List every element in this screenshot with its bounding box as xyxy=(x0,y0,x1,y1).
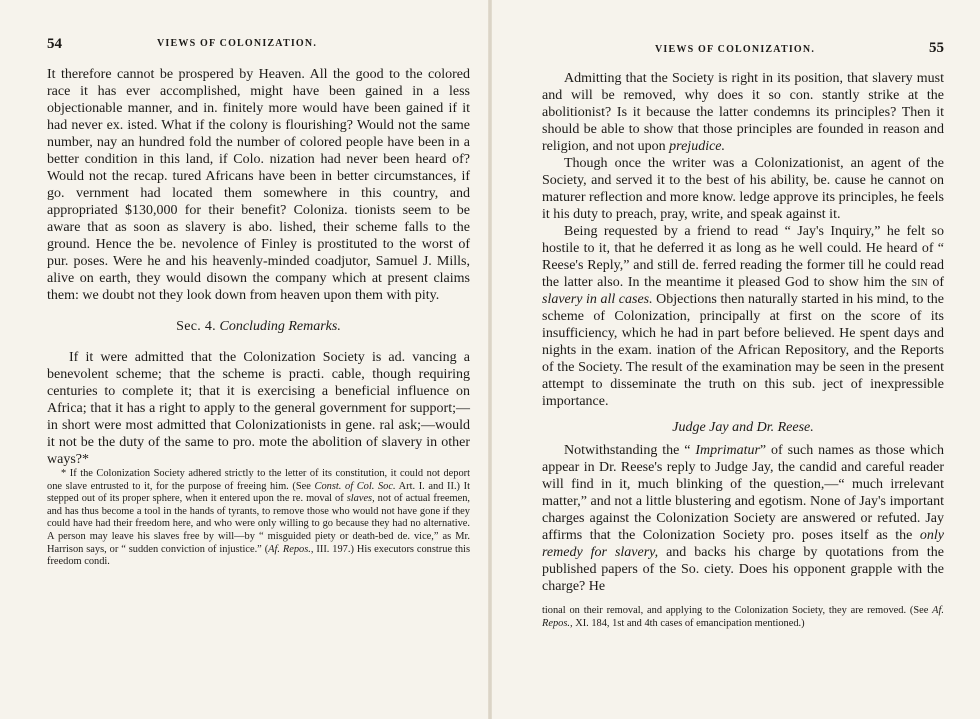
paragraph-text: Objections then naturally started in his mind, to the scheme of Colonization, principally at first on the score of its insufficiency, which he had in part before believed. He spent days and nights in the exam. ination of the African Repository, and the Reports of the Society. The result of the examination may be seen in the present attempt to disseminate the truth on this sub. ject of inexpressible importance. xyxy=(542,292,944,409)
paragraph-text: ” of such names as those which appear in Dr. Reese's reply to Judge Jay, the candid and careful reader will find in it, much blinking of the question,—“ much irrelevant matter,” and not a little blustering and egotism. None of Jay's important charges against the Colonization Society are answered or refuted. Jay affirms that the Colonization Society pro. poses itself as the xyxy=(542,443,945,543)
left-body xyxy=(47,66,470,569)
paragraph-italic: only remedy for slavery, xyxy=(542,528,944,560)
section-heading xyxy=(47,318,470,335)
footnote-text: * If the Colonization Society adhered strictly to the letter of its constitution, it could not deport one slave entrusted to it, for the purpose of freeing him. (See xyxy=(47,468,470,492)
paragraph-text: Being requested by a friend to read “ Jay's Inquiry,” he felt so hostile to it, that he deferred it as long as he well could. He heard of “ Reese's Reply,” and still de. ferred reading the former till he could read the latter also. In the meantime it pleased God to show him the xyxy=(542,224,944,290)
right-paragraph-4 xyxy=(542,442,944,595)
right-body xyxy=(542,70,944,630)
paragraph-text: of xyxy=(927,275,944,290)
right-running-title: VIEWS OF COLONIZATION. xyxy=(655,44,816,55)
paragraph-text: and backs his charge by quotations from the published papers of the So. ciety. Does his opponent grapple with the charge? He xyxy=(542,545,944,594)
section-label: Sec. 4. xyxy=(176,319,216,334)
footnote-text: Art. I. and II.) It stepped out of its proper sphere, when it entered upon the re. moval of xyxy=(47,480,470,505)
footnote-text: III. 197.) His executors construe this freedom condi. xyxy=(47,543,470,568)
footnote-italic: Const. of Col. Soc. xyxy=(314,480,396,492)
footnote-text: XI. 184, 1st and 4th cases of emancipation mentioned.) xyxy=(572,617,805,629)
section-title: Concluding Remarks. xyxy=(219,319,341,334)
right-page-number: 55 xyxy=(929,40,944,56)
right-paragraph-1 xyxy=(542,70,944,155)
paragraph-italic: prejudice. xyxy=(669,139,726,154)
left-paragraph-1: It therefore cannot be prospered by Heaven. All the good to the colored race it has ever accomplished, might have been gained in a less objectionable manner, and in. finitely more would have been gained if it had never ex. isted. What if the colony is flourishing? Would not the same number, nay an hundred fold the number of colored people have been in a better condition in this land, if Colo. nization had never been heard of? Would not the recap. tured Africans have been in better circumstances, if go. vernment had located them somewhere in this country, and appropriated $130,000 for their benefit? Coloniza. tionists seem to be aware that as soon as slavery is abo. lished, their scheme falls to the ground. Hence the be. nevolence of Finley is prostituted to the worst of pur. poses. Were he and his heavenly-minded coadjutor, Samuel J. Mills, alive on earth, they would disown the company which at present claims them: we doubt not they look down from heaven upon them with pity. xyxy=(47,67,470,303)
paragraph-italic: slavery in all cases. xyxy=(542,292,653,307)
right-running-head xyxy=(542,40,944,62)
right-paragraph-3 xyxy=(542,223,944,410)
footnote-text: tional on their removal, and applying to the Colonization Society, they are removed. (See xyxy=(542,605,933,616)
subheading-jay-reese: Judge Jay and Dr. Reese. xyxy=(672,420,814,435)
footnote-italic: slaves, xyxy=(346,493,375,505)
right-footnote xyxy=(542,605,944,630)
footnote-text: not of actual freemen, and has thus become a tool in the hands of tyrants, to remove those who would not have gone if they could have had their freedom here, and who were only willing to go because they had no alternative. A person may leave his slaves free by will—by “ misguided piety or death-bed de. vice,” as Mr. Harrison says, or “ sudden conviction of injustice.” ( xyxy=(47,493,470,555)
left-running-title: VIEWS OF COLONIZATION. xyxy=(157,38,318,49)
left-footnote xyxy=(47,468,470,569)
paragraph-text: Notwithstanding the “ xyxy=(564,443,696,458)
left-paragraph-2: If it were admitted that the Colonization Society is ad. vancing a benevolent scheme; that the scheme is practi. cable, though requiring centuries to complete it; that it is exercising a beneficial influence on Africa; that it has a right to apply to the general government for support;— in short were most admitted that Colonizationists in gene. ral ask;—would it not be the duty of the same to pro. mote the abolition of slavery in other ways?* xyxy=(47,350,470,467)
right-page xyxy=(490,0,980,719)
left-running-head xyxy=(47,36,470,58)
right-paragraph-2: Though once the writer was a Colonizationist, an agent of the Society, and served it to the best of his ability, be. cause he cannot on maturer reflection and more know. ledge approve its principles, he feels it his duty to preach, pray, write, and speak against it. xyxy=(542,156,944,222)
paragraph-smallcaps: sin xyxy=(911,275,928,290)
footnote-italic: Af. Repos., xyxy=(268,543,314,555)
paragraph-italic: Imprimatur xyxy=(695,443,760,458)
footnote-italic: Af. Repos., xyxy=(542,605,944,629)
paragraph-text: Admitting that the Society is right in its position, that slavery must and will be removed, why does it so con. stantly strike at the abolitionist? Is it because the latter condemns its principles? Then it should be able to show that those principles are founded in reason and religion, and not upon xyxy=(542,71,944,154)
left-page-number: 54 xyxy=(47,36,62,52)
